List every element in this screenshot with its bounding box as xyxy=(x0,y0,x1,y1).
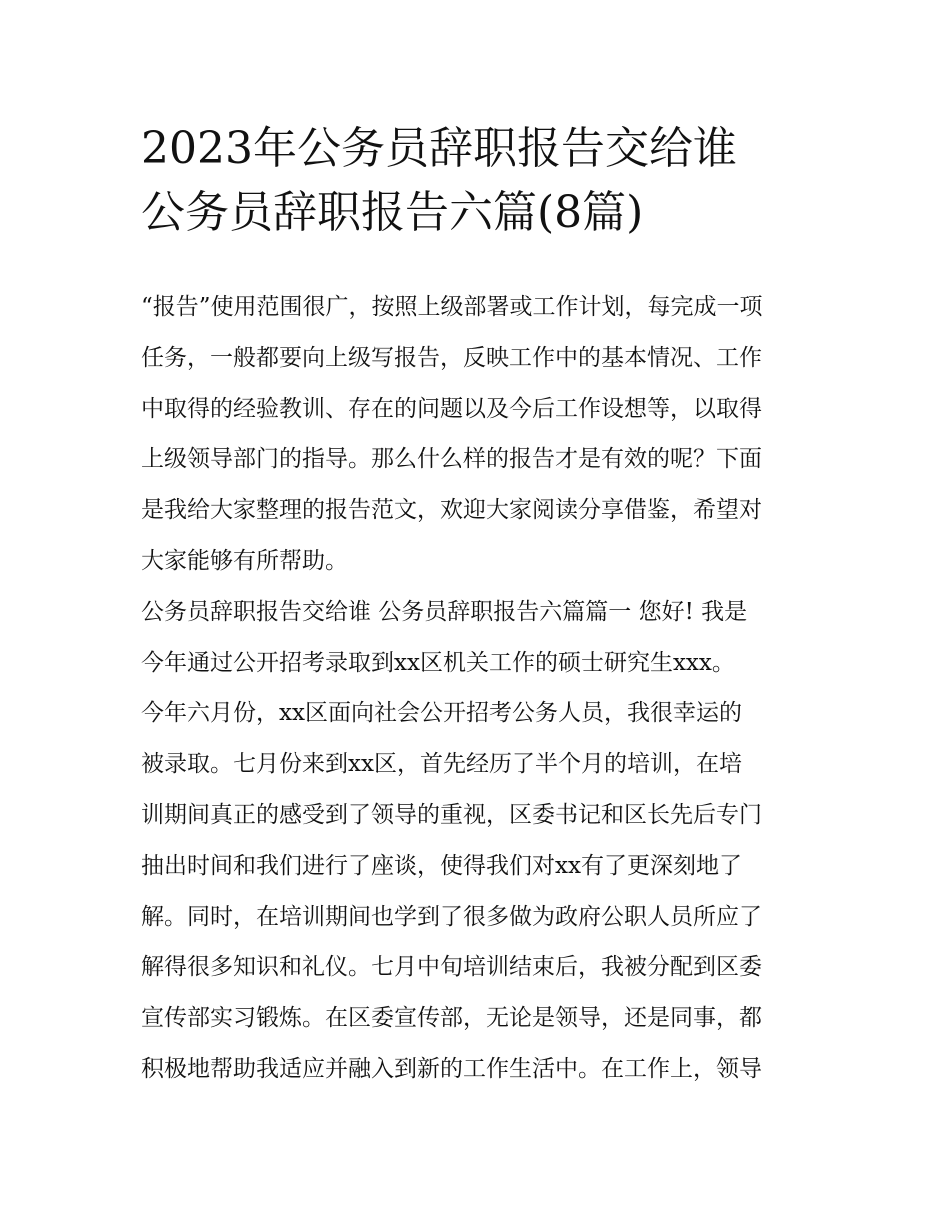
document-body xyxy=(141,282,821,1095)
title-line: 公务员辞职报告六篇(8篇) xyxy=(141,187,644,238)
body-line: 解得很多知识和礼仪。七月中旬培训结束后，我被分配到区委 xyxy=(141,954,762,981)
intro-line: 大家能够有所帮助。 xyxy=(141,547,348,574)
body-line: 被录取。七月份来到xx区，首先经历了半个月的培训，在培 xyxy=(141,751,742,778)
intro-line: 任务，一般都要向上级写报告，反映工作中的基本情况、工作 xyxy=(141,344,762,371)
intro-line: “报告”使用范围很广，按照上级部署或工作计划，每完成一项 xyxy=(141,294,763,320)
body-line: 训期间真正的感受到了领导的重视，区委书记和区长先后专门 xyxy=(141,801,762,828)
body-line: 解。同时，在培训期间也学到了很多做为政府公职人员所应了 xyxy=(141,903,762,930)
title-line: 2023年公务员辞职报告交给谁 xyxy=(141,123,737,174)
document-title xyxy=(141,117,821,245)
intro-line: 是我给大家整理的报告范文，欢迎大家阅读分享借鉴，希望对 xyxy=(141,497,762,524)
intro-line: 中取得的经验教训、存在的问题以及今后工作设想等，以取得 xyxy=(141,395,762,422)
body-line: 积极地帮助我适应并融入到新的工作生活中。在工作上，领导 xyxy=(141,1055,762,1082)
body-line: 公务员辞职报告交给谁 公务员辞职报告六篇篇一 您好! 我是 xyxy=(141,598,748,625)
body-line: 今年通过公开招考录取到xx区机关工作的硕士研究生xxx。 xyxy=(141,649,735,676)
intro-line: 上级领导部门的指导。那么什么样的报告才是有效的呢？下面 xyxy=(141,446,762,473)
body-line: 抽出时间和我们进行了座谈，使得我们对xx有了更深刻地了 xyxy=(141,852,742,879)
body-line: 宣传部实习锻炼。在区委宣传部，无论是领导，还是同事，都 xyxy=(141,1005,762,1032)
body-line: 今年六月份，xx区面向社会公开招考公务人员，我很幸运的 xyxy=(141,700,742,727)
